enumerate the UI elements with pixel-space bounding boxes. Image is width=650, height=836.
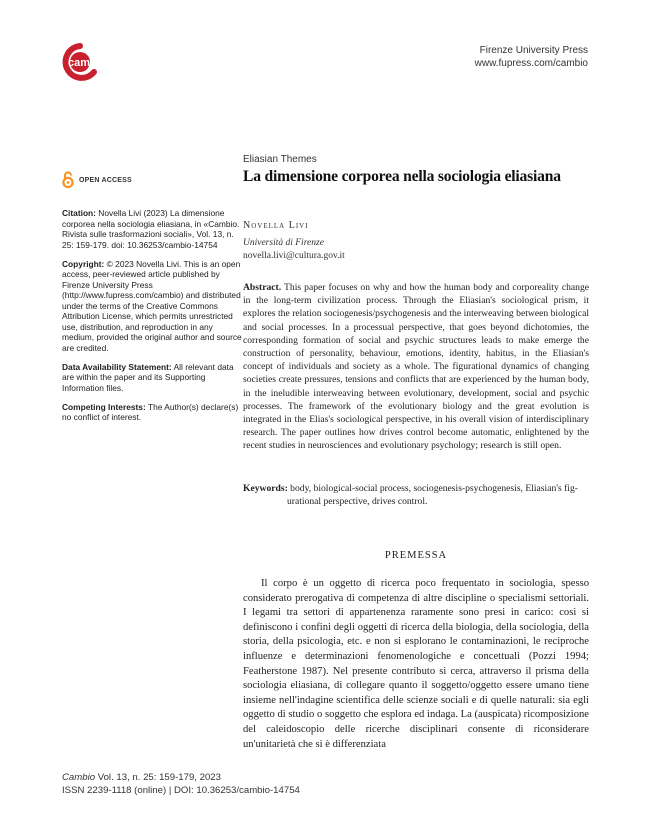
abstract xyxy=(243,281,589,453)
abstract-text: This paper focuses on why and how the human body and corporeality change in the long-term civilization process. Through the Eliasian's sociological prism, it explores the relation sociogenesis/psychogenesis and the interweaving between biological and social processes. In a processual perspective, that goes beyond dichotomies, the corresponding formation of social and psychic structures leads to make emerge the construction of personality, behaviour, emotions, identity, habitus, in the Eliasian's concept of individuals and society as a whole. The figurational dynamics of changing societies create pressures, tensions and conflicts that are experienced by the human body, in the ineludible interweaving between evolutionary, development, social and psychic processes. The framework of the evolutionary biology and the great evolution is integrated in the Elias's sociological perspective, in his overall vision of interdisciplinary research. The paper outlines how drives control become automatic, enlightened by the recent studies in neurosciences and evolutionary psychology; research is still open. xyxy=(243,282,589,452)
volume-info: Vol. 13, n. 25: 159-179, 2023 xyxy=(95,772,221,783)
journal-name: Cambio xyxy=(62,772,96,783)
cambio-logo[interactable] xyxy=(60,42,112,82)
data-availability-block xyxy=(62,362,245,394)
page-footer xyxy=(62,772,300,797)
open-access-label: OPEN ACCESS xyxy=(79,177,132,184)
section-heading-premessa: PREMESSA xyxy=(384,550,448,561)
open-access-lock-icon xyxy=(62,171,74,190)
abstract-label: Abstract. xyxy=(243,282,282,293)
citation-text: Novella Livi (2023) La dimensione corporea nella sociologia eliasiana, in «Cambio. Rivista sulle trasformazioni sociali», Vol. 13, n. 25: 159-179. doi: 10.36253/cambio-14754 xyxy=(62,208,240,250)
section-name: Eliasian Themes xyxy=(243,154,317,165)
keywords xyxy=(243,482,589,508)
keywords-line-1: body, biological-social process, sociogenesis-psychogenesis, Eliasian's fig- xyxy=(290,483,578,494)
author-affiliation: Università di Firenze xyxy=(243,238,324,248)
author-name: Novella Livi xyxy=(243,220,309,231)
competing-interests-label: Competing Interests: xyxy=(62,401,146,412)
issn-doi-line: ISSN 2239-1118 (online) | DOI: 10.36253/cambio-14754 xyxy=(62,784,300,796)
logo-text: cambio xyxy=(68,57,107,69)
citation-label: Citation: xyxy=(62,208,96,218)
copyright-block xyxy=(62,259,245,354)
data-availability-text: All relevant data are within the paper and its Supporting Information files. xyxy=(62,361,234,393)
publisher-name: Firenze University Press xyxy=(479,45,588,56)
keywords-label: Keywords: xyxy=(243,483,288,494)
publisher-info xyxy=(475,44,588,70)
keywords-line-2: urational perspective, drives control. xyxy=(287,496,428,507)
author-email[interactable]: novella.livi@cultura.gov.it xyxy=(243,251,345,261)
competing-interests-text: The Author(s) declare(s) no conflict of interest. xyxy=(62,401,239,422)
copyright-label: Copyright: xyxy=(62,258,105,269)
publisher-url[interactable]: www.fupress.com/cambio xyxy=(474,58,588,69)
copyright-text: © 2023 Novella Livi. This is an open access, peer-reviewed article published by Firenze University Press (http://www.fupress.com/cambio) and distributed under the terms of the Creative Commons Attribution License, which permits unrestricted use, distribution, and reproduction in any medium, provided the original author and source are credited. xyxy=(62,258,242,353)
article-title: La dimensione corporea nella sociologia eliasiana xyxy=(243,168,561,185)
data-availability-label: Data Availability Statement: xyxy=(62,361,172,372)
journal-volume-line xyxy=(62,772,300,785)
article-metadata-sidebar xyxy=(62,208,245,431)
citation-block xyxy=(62,208,245,250)
body-paragraph: Il corpo è un oggetto di ricerca poco frequentato in sociologia, spesso considerato prerogativa di competenza di altre discipline o specialismi settoriali. I legami tra settori di appartenenza raramente sono presi in carico: così si definiscono i confini degli oggetti di ricerca della biologia, della sociologia, della storia, della psicologia, etc. e non si esplorano le contaminazioni, le reciproche influenze e determinazioni fenomenologiche e concettuali (Pozzi 1994; Featherstone 1987). Nel presente contributo si cerca, attraverso il prisma della sociologia eliasiana, di collegare quanto il soggetto/oggetto essere umano tiene insieme nell'indagine scientifica delle scienze sociali e di quelle naturali: sia egli oggetto di studio o soggetto che esplora ed indaga. La (auspicata) ricomposizione del caleidoscopio delle ricerche disciplinari consente di riconsiderare un'unitarietà che si è differenziata xyxy=(243,578,589,750)
body-text xyxy=(243,577,589,752)
open-access-badge xyxy=(62,171,132,190)
competing-interests-block xyxy=(62,402,245,423)
